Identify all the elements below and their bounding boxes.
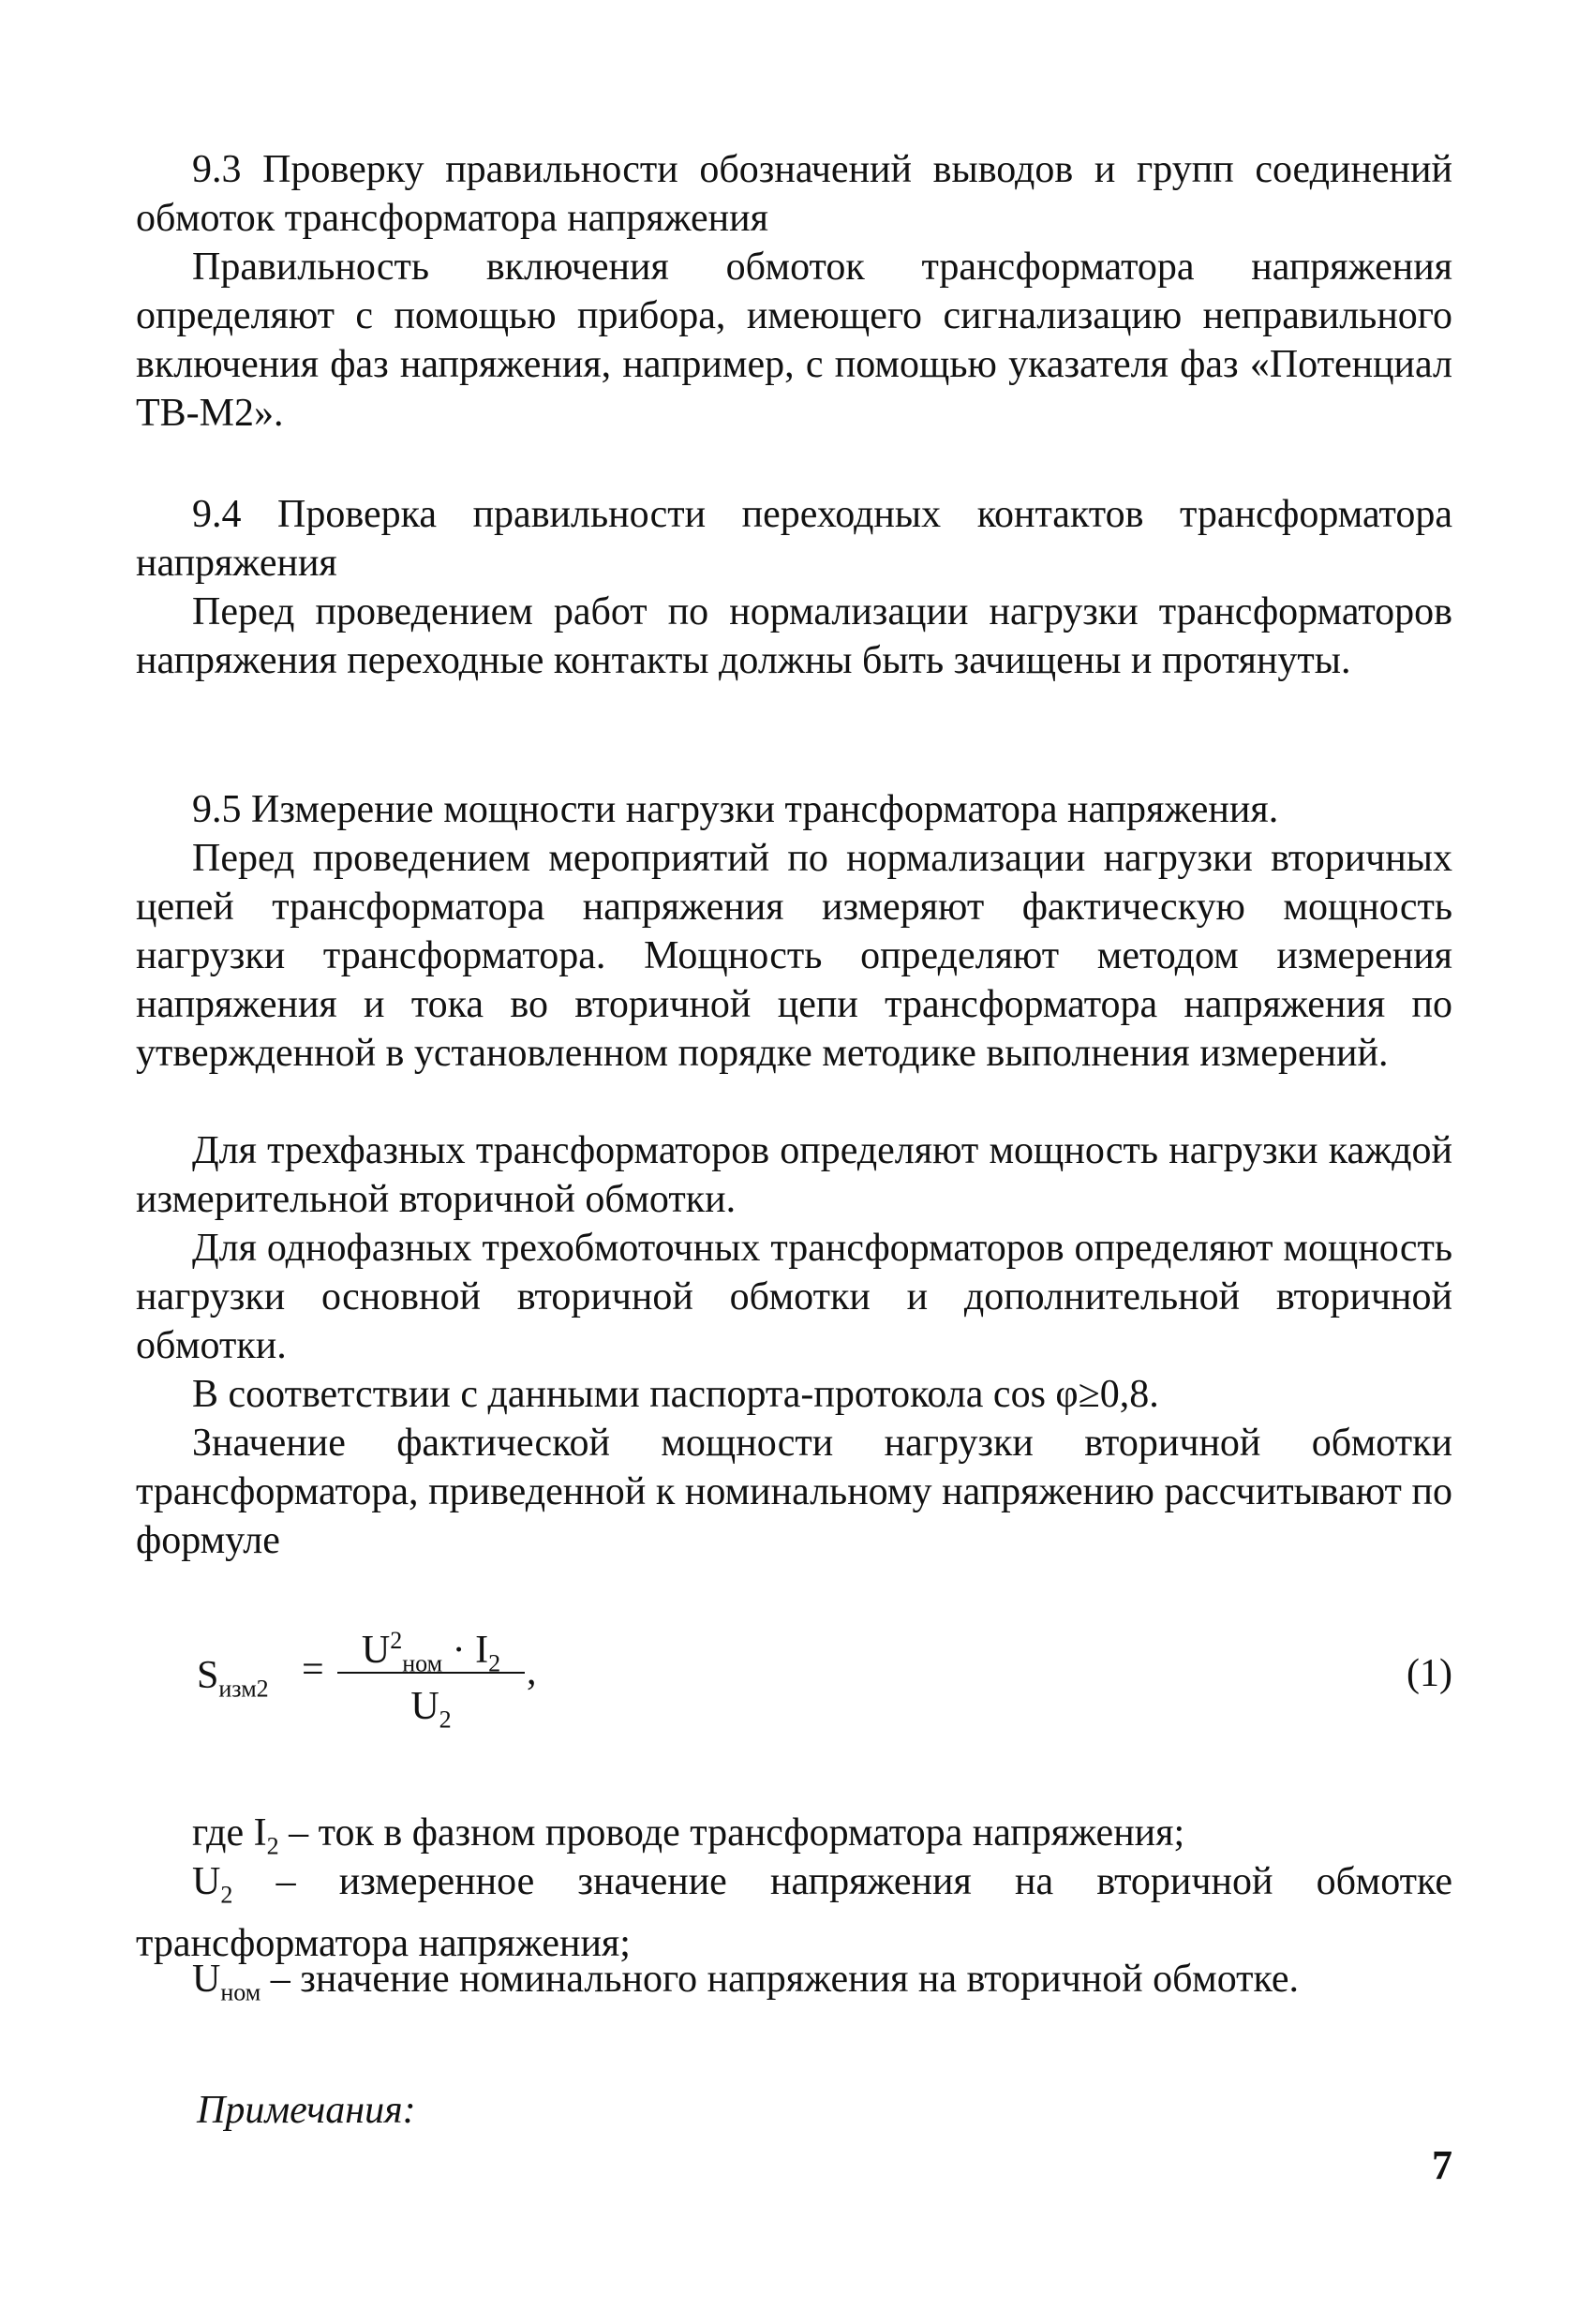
section-9-3-heading: 9.3 Проверку правильности обозначений выводов и групп соединений обмоток трансформатора напряжения bbox=[136, 148, 1452, 240]
formula-comma: , bbox=[527, 1650, 537, 1693]
section-9-5-paragraph-5: Значение фактической мощности нагрузки вторичной обмотки трансформатора, приведенной к номинальному напряжению рассчитывают по формуле bbox=[136, 1422, 1452, 1562]
section-9-5-paragraph-3: Для однофазных трехобмоточных трансформаторов определяют мощность нагрузки основной вторичной обмотки и дополнительной вторичной обмотки. bbox=[136, 1227, 1452, 1367]
definition-i2: где $I_2$ – ток в фазном проводе трансформатора напряжения; bbox=[192, 1811, 1185, 1860]
formula-equals: = bbox=[302, 1648, 324, 1691]
definition-u2: $U_2$ – измеренное значение напряжения на вторичной обмотке трансформатора напряжения; bbox=[136, 1860, 1452, 1966]
section-9-5-heading: 9.5 Измерение мощности нагрузки трансформатора напряжения. bbox=[192, 788, 1279, 831]
section-9-5-paragraph-4: В соответствии с данными паспорта-протокола cos φ≥0,8. bbox=[192, 1373, 1159, 1416]
section-9-5-paragraph-2: Для трехфазных трансформаторов определяют мощность нагрузки каждой измерительной вторичной обмотки. bbox=[136, 1129, 1452, 1221]
formula-denominator: $U_2$ bbox=[410, 1685, 452, 1734]
formula-numerator: $U^2_{ном} \cdot I_2$ bbox=[361, 1627, 501, 1677]
formula-fraction bbox=[337, 1612, 525, 1736]
definition-unom: $U_{ном}$ – значение номинального напряжения на вторичной обмотке. bbox=[192, 1958, 1299, 2006]
section-9-3-body: Правильность включения обмоток трансформатора напряжения определяют с помощью прибора, имеющего сигнализацию неправильного включения фаз напряжения, например, с помощью указателя фаз «Потенциал ТВ-М2». bbox=[136, 246, 1452, 435]
formula-lhs: $S_{изм2}$ bbox=[197, 1654, 269, 1703]
section-9-5-paragraph-1: Перед проведением мероприятий по нормализации нагрузки вторичных цепей трансформатора напряжения измеряют фактическую мощность нагрузки трансформатора. Мощность определяют методом измерения напряжения и тока во вторичной цепи трансформатора напряжения по утвержденной в установленном порядке методике выполнения измерений. bbox=[136, 837, 1452, 1075]
notes-title: Примечания: bbox=[197, 2089, 416, 2132]
page-number: 7 bbox=[1432, 2142, 1452, 2188]
section-9-4-heading: 9.4 Проверка правильности переходных контактов трансформатора напряжения bbox=[136, 493, 1452, 585]
formula-number: (1) bbox=[1407, 1652, 1452, 1695]
section-9-4-body: Перед проведением работ по нормализации нагрузки трансформаторов напряжения переходные контакты должны быть зачищены и протянуты. bbox=[136, 590, 1452, 682]
formula-1 bbox=[178, 1612, 1452, 1762]
